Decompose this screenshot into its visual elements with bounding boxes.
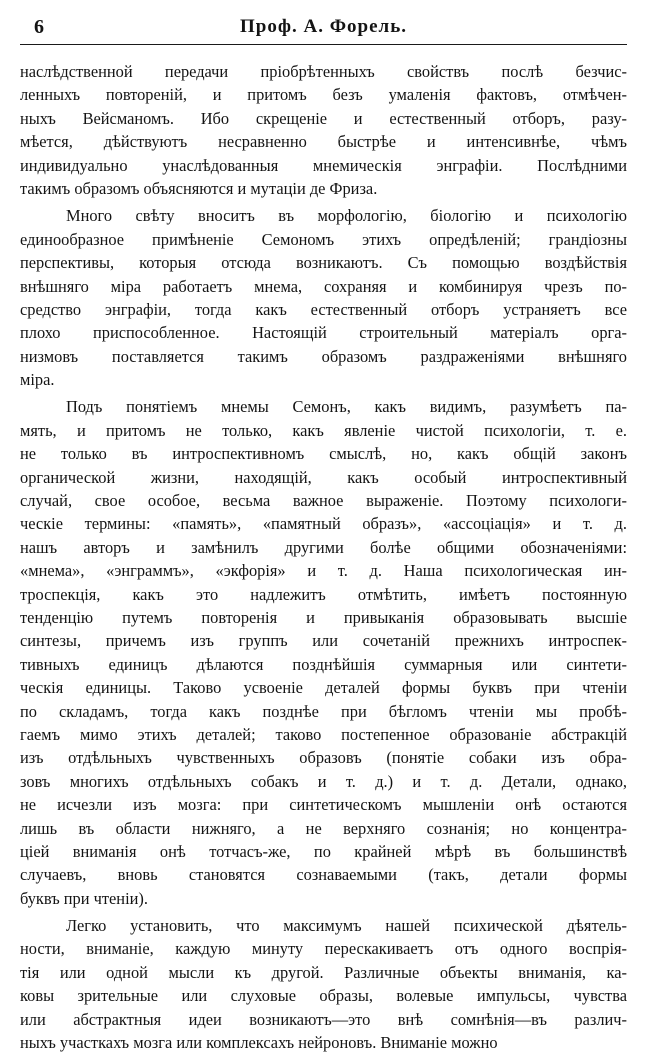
text-line: изъ отдѣльныхъ чувственныхъ образовъ (понятіе собаки изъ обра- — [20, 748, 627, 768]
text-line: случай, свое особое, весьма важное выраженіе. Поэтому психологи- — [20, 491, 627, 511]
paragraph — [20, 914, 627, 1054]
text-line: перспективы, которыя отсюда возникаютъ. Съ помощью воздѣйствія — [20, 253, 627, 273]
text-line: буквъ при чтеніи). — [20, 888, 148, 908]
text-line: міра. — [20, 370, 55, 390]
text-line: «мнема», «энграммъ», «экфорія» и т. д. Наша психологическая ин- — [20, 561, 627, 581]
text-line: мять, и притомъ не только, какъ явленіе чистой психологіи, т. е. — [20, 420, 627, 440]
text-line: случаевъ, вновь становятся сознаваемыми (такъ, детали формы — [20, 865, 627, 885]
text-line: ковы зрительные или слуховые образы, волевые импульсы, чувства — [20, 986, 627, 1006]
text-line: единообразное примѣненіе Семономъ этихъ опредѣленій; грандіозны — [20, 229, 627, 249]
text-line: мѣется, дѣйствуютъ несравненно быстрѣе и интенсивнѣе, чѣмъ — [20, 132, 627, 152]
page-number: 6 — [34, 16, 44, 38]
text-line: такимъ образомъ объясняются и мутаціи де Фриза. — [20, 178, 378, 198]
text-line: ческія единицы. Таково усвоеніе деталей формы буквъ при чтеніи — [20, 678, 627, 698]
paragraph — [20, 395, 627, 910]
text-line: ческіе термины: «память», «памятный образъ», «ассоціація» и т. д. — [20, 514, 627, 534]
text-line: синтезы, причемъ изъ группъ или сочетаній прежнихъ интроспек- — [20, 631, 627, 651]
text-line: низмовъ поставляется такимъ образомъ раздраженіями внѣшняго — [20, 346, 627, 366]
text-line: ныхъ Вейсманомъ. Ибо скрещеніе и естественный отборъ, разу- — [20, 108, 627, 128]
text-line: Легко установить, что максимумъ нашей психической дѣятель- — [66, 916, 627, 936]
text-line: гаемъ мимо этихъ деталей; таково постепенное образованіе абстракцій — [20, 724, 627, 744]
text-line: нашъ авторъ и замѣнилъ другими болѣе общими обозначеніями: — [20, 537, 627, 557]
text-line: средство энграфіи, тогда какъ естественный отборъ устраняетъ все — [20, 299, 627, 319]
text-line: или абстрактныя идеи возникаютъ—это внѣ сомнѣнія—въ различ- — [20, 1009, 627, 1029]
text-line: плохо приспособленное. Настоящій строительный матеріалъ орга- — [20, 323, 627, 343]
text-line: ленныхъ повтореній, и притомъ безъ умаленія фактовъ, отмѣчен- — [20, 85, 627, 105]
text-line: индивидуально унаслѣдованныя мнемическія энграфіи. Послѣдними — [20, 155, 627, 175]
text-line: зовъ многихъ отдѣльныхъ собакъ и т. д.) и т. д. Детали, однако, — [20, 771, 627, 791]
paragraph — [20, 204, 627, 391]
text-line: не исчезли изъ мозга: при синтетическомъ мышленіи онѣ остаются — [20, 795, 627, 815]
text-line: троспекція, какъ это надлежитъ отмѣтить, имѣетъ постоянную — [20, 584, 627, 604]
text-line: наслѣдственной передачи пріобрѣтенныхъ свойствъ послѣ безчис- — [20, 62, 627, 81]
text-line: лишь въ области нижняго, а не верхняго сознанія; но концентра- — [20, 818, 627, 838]
text-line: тія или одной мысли къ другой. Различные объекты вниманія, ка- — [20, 962, 627, 982]
body-text — [20, 60, 627, 1054]
text-line: внѣшняго міра работаетъ мнема, сохраняя и комбинируя чрезъ по- — [20, 276, 627, 296]
text-line: ности, вниманіе, каждую минуту перескакиваетъ отъ одного воспрія- — [20, 939, 627, 959]
text-line: ціей вниманія онѣ тотчасъ-же, по крайней мѣрѣ въ большинствѣ — [20, 841, 627, 861]
text-line: тивныхъ единицъ дѣлаются позднѣйшія суммарныя или синтети- — [20, 654, 627, 674]
text-line: органической жизни, находящій, какъ особый интроспективный — [20, 467, 627, 487]
text-line: по складамъ, тогда какъ позднѣе при бѣгломъ чтеніи мы пробѣ- — [20, 701, 627, 721]
running-head — [20, 10, 627, 45]
text-line: тенденцію путемъ повторенія и привыканія образовывать высшіе — [20, 607, 627, 627]
running-title: Проф. А. Форель. — [240, 16, 407, 37]
text-line: Подъ понятіемъ мнемы Семонъ, какъ видимъ, разумѣетъ па- — [66, 397, 627, 417]
paragraph — [20, 60, 627, 200]
text-line: Много свѣту вноситъ въ морфологію, біологію и психологію — [66, 206, 627, 226]
text-line: ныхъ участкахъ мозга или комплексахъ нейроновъ. Вниманіе можно — [20, 1033, 498, 1053]
text-line: не только въ интроспективномъ смыслѣ, но, какъ общій законъ — [20, 444, 627, 464]
